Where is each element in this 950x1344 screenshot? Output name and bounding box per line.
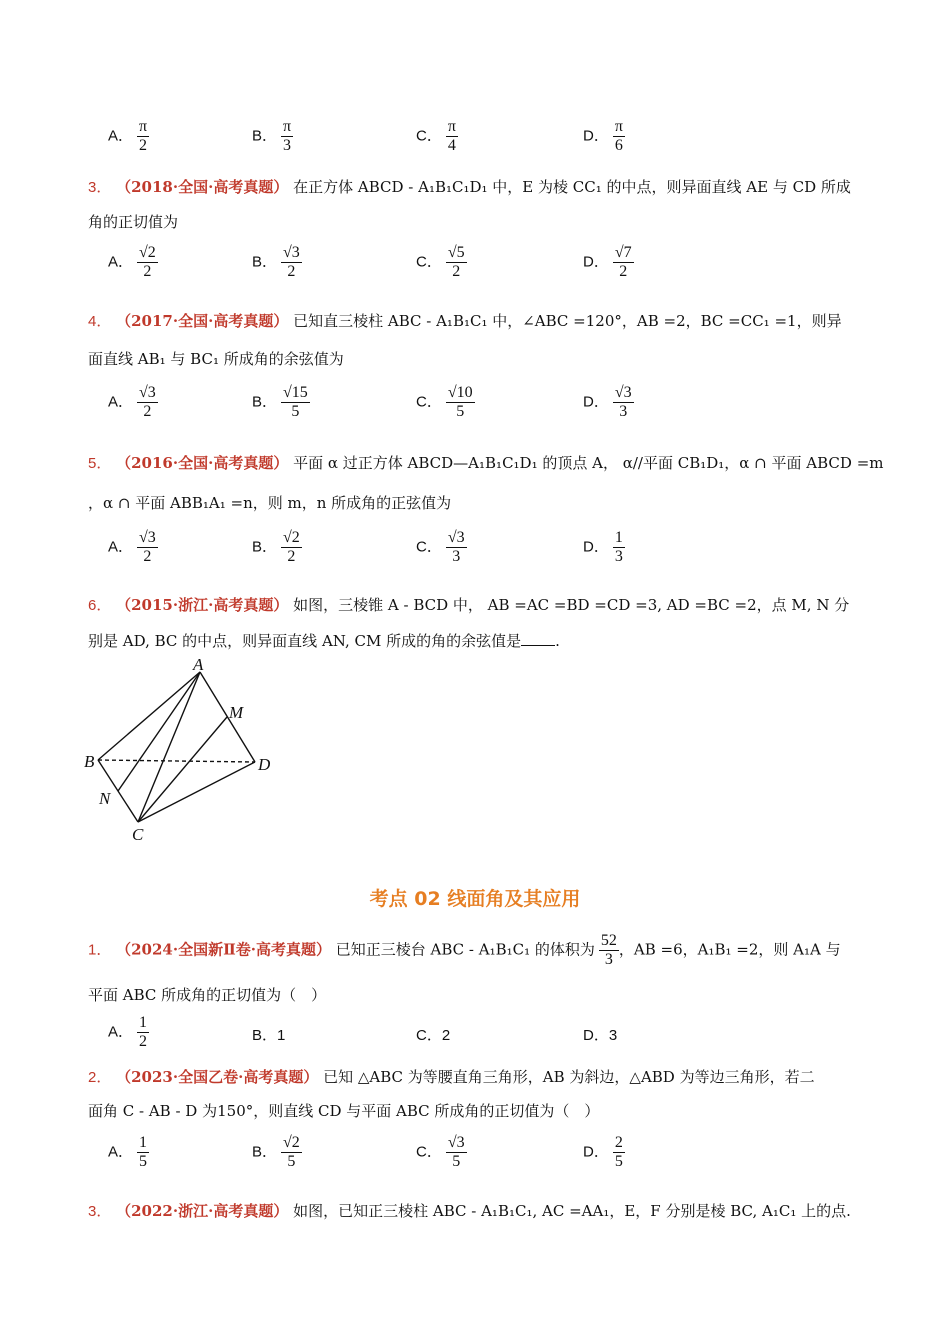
q5-source-tag: （2016·全国·高考真题） bbox=[116, 454, 289, 472]
s2q3-source-tag: （2022·浙江·高考真题） bbox=[116, 1202, 289, 1220]
q4-text: 已知直三棱柱 ABC - A₁B₁C₁ 中，∠ABC =120°，AB =2，BC =CC₁ =1，则异 bbox=[293, 312, 842, 330]
tetrahedron-figure bbox=[80, 650, 300, 850]
q2-option-d: D． $\frac{\pi}{6}$ bbox=[583, 118, 623, 154]
q2-option-c: C． $\frac{\pi}{4}$ bbox=[416, 118, 456, 154]
s2q2-number: 2． bbox=[88, 1069, 112, 1086]
edge-bd-hidden bbox=[98, 760, 255, 762]
q6-source-tag: （2015·浙江·高考真题） bbox=[116, 596, 289, 614]
s2q3-number: 3． bbox=[88, 1203, 112, 1220]
q4-stem-line1 bbox=[88, 310, 842, 331]
q6-stem-line2: 别是 AD, BC 的中点，则异面直线 AN, CM 所成的角的余弦值是 . bbox=[88, 632, 560, 650]
s2q1-option-d: D．3 bbox=[583, 1027, 618, 1044]
s2q1-source-tag: （2024·全国新Ⅱ卷·高考真题） bbox=[116, 940, 331, 959]
q4-option-b: B． $\frac{√15}{5}$ bbox=[252, 384, 308, 420]
q5-option-b: B． $\frac{√2}{2}$ bbox=[252, 529, 300, 565]
edge-ad bbox=[200, 672, 255, 762]
s2q1-stem-line2: 平面 ABC 所成角的正切值为（ ） bbox=[88, 986, 327, 1004]
q2-option-a: A． $\frac{\pi}{2}$ bbox=[108, 118, 148, 154]
edge-cd bbox=[138, 762, 255, 822]
q2-option-b: B． $\frac{\pi}{3}$ bbox=[252, 118, 292, 154]
q5-stem-line2: ，α ∩ 平面 ABB₁A₁ =n，则 m，n 所成角的正弦值为 bbox=[88, 494, 452, 512]
q5-option-d: D． $\frac{1}{3}$ bbox=[583, 529, 623, 565]
q3-stem-line1 bbox=[88, 176, 851, 197]
label-d: D bbox=[258, 755, 271, 774]
segment-cm bbox=[138, 717, 227, 822]
s2q1-option-a: A． $\frac{1}{2}$ bbox=[108, 1014, 148, 1050]
q3-number: 3． bbox=[88, 179, 112, 196]
label-c: C bbox=[132, 825, 144, 844]
s2q1-number: 1． bbox=[88, 941, 112, 959]
q6-stem-line1 bbox=[88, 594, 849, 615]
label-a: A bbox=[193, 655, 204, 674]
q4-source-tag: （2017·全国·高考真题） bbox=[116, 312, 289, 330]
section-title: 考点 02 线面角及其应用 bbox=[369, 888, 581, 910]
q5-stem-line1 bbox=[88, 452, 884, 473]
s2q2-stem-line1 bbox=[88, 1066, 815, 1087]
q5-option-a: A． $\frac{√3}{2}$ bbox=[108, 529, 156, 565]
s2q2-text: 已知 △ABC 为等腰直角三角形，AB 为斜边，△ABD 为等边三角形，若二 bbox=[323, 1068, 815, 1086]
q6-number: 6． bbox=[88, 597, 112, 614]
q3-option-d: D． $\frac{√7}{2}$ bbox=[583, 244, 632, 280]
answer-blank bbox=[521, 633, 555, 646]
s2q3-stem-line1 bbox=[88, 1200, 851, 1221]
q4-option-a: A． $\frac{√3}{2}$ bbox=[108, 384, 156, 420]
volume-fraction: $\frac{52}{3}$ bbox=[600, 932, 617, 968]
s2q2-option-c: C． $\frac{√3}{5}$ bbox=[416, 1134, 465, 1170]
label-m: M bbox=[229, 703, 244, 722]
q5-option-c: C． $\frac{√3}{3}$ bbox=[416, 529, 465, 565]
q5-number: 5． bbox=[88, 455, 112, 472]
q3-option-c: C． $\frac{√5}{2}$ bbox=[416, 244, 465, 280]
q4-option-d: D． $\frac{√3}{3}$ bbox=[583, 384, 632, 420]
label-b: B bbox=[84, 752, 95, 771]
s2q2-option-d: D． $\frac{2}{5}$ bbox=[583, 1134, 623, 1170]
q3-source-tag: （2018·全国·高考真题） bbox=[116, 178, 289, 196]
q4-number: 4． bbox=[88, 313, 112, 330]
q6-text: 如图，三棱锥 A - BCD 中， AB =AC =BD =CD =3, AD =BC =2，点 M, N 分 bbox=[293, 596, 850, 614]
s2q2-source-tag: （2023·全国乙卷·高考真题） bbox=[116, 1068, 319, 1086]
s2q2-option-a: A． $\frac{1}{5}$ bbox=[108, 1134, 148, 1170]
q5-text: 平面 α 过正方体 ABCD—A₁B₁C₁D₁ 的顶点 A， α//平面 CB₁D₁，α ∩ 平面 ABCD =m bbox=[293, 454, 884, 472]
q4-stem-line2: 面直线 AB₁ 与 BC₁ 所成角的余弦值为 bbox=[88, 350, 344, 368]
q4-option-c: C． $\frac{√10}{5}$ bbox=[416, 384, 473, 420]
s2q1-option-c: C．2 bbox=[416, 1027, 451, 1044]
q3-option-a: A． $\frac{√2}{2}$ bbox=[108, 244, 156, 280]
s2q1-option-b: B．1 bbox=[252, 1027, 286, 1044]
q3-stem-line2: 角的正切值为 bbox=[88, 213, 179, 231]
q3-text: 在正方体 ABCD - A₁B₁C₁D₁ 中，E 为棱 CC₁ 的中点，则异面直线 AE 与 CD 所成 bbox=[293, 178, 851, 196]
s2q3-text: 如图，已知正三棱柱 ABC - A₁B₁C₁, AC =AA₁，E，F 分别是棱 BC, A₁C₁ 上的点. bbox=[293, 1202, 851, 1220]
edge-ac bbox=[138, 672, 200, 822]
label-n: N bbox=[99, 789, 111, 808]
s2q1-stem-line1: 1． （2024·全国新Ⅱ卷·高考真题） 已知正三棱台 ABC - A₁B₁C₁ 的体积为 $\frac{52}{3}$ ，AB =6，A₁B₁ =2，则 A₁A 与 bbox=[88, 932, 841, 968]
s2q2-option-b: B． $\frac{√2}{5}$ bbox=[252, 1134, 300, 1170]
q3-option-b: B． $\frac{√3}{2}$ bbox=[252, 244, 300, 280]
s2q2-stem-line2: 面角 C - AB - D 为150°，则直线 CD 与平面 ABC 所成角的正切值为（ ） bbox=[88, 1102, 600, 1120]
